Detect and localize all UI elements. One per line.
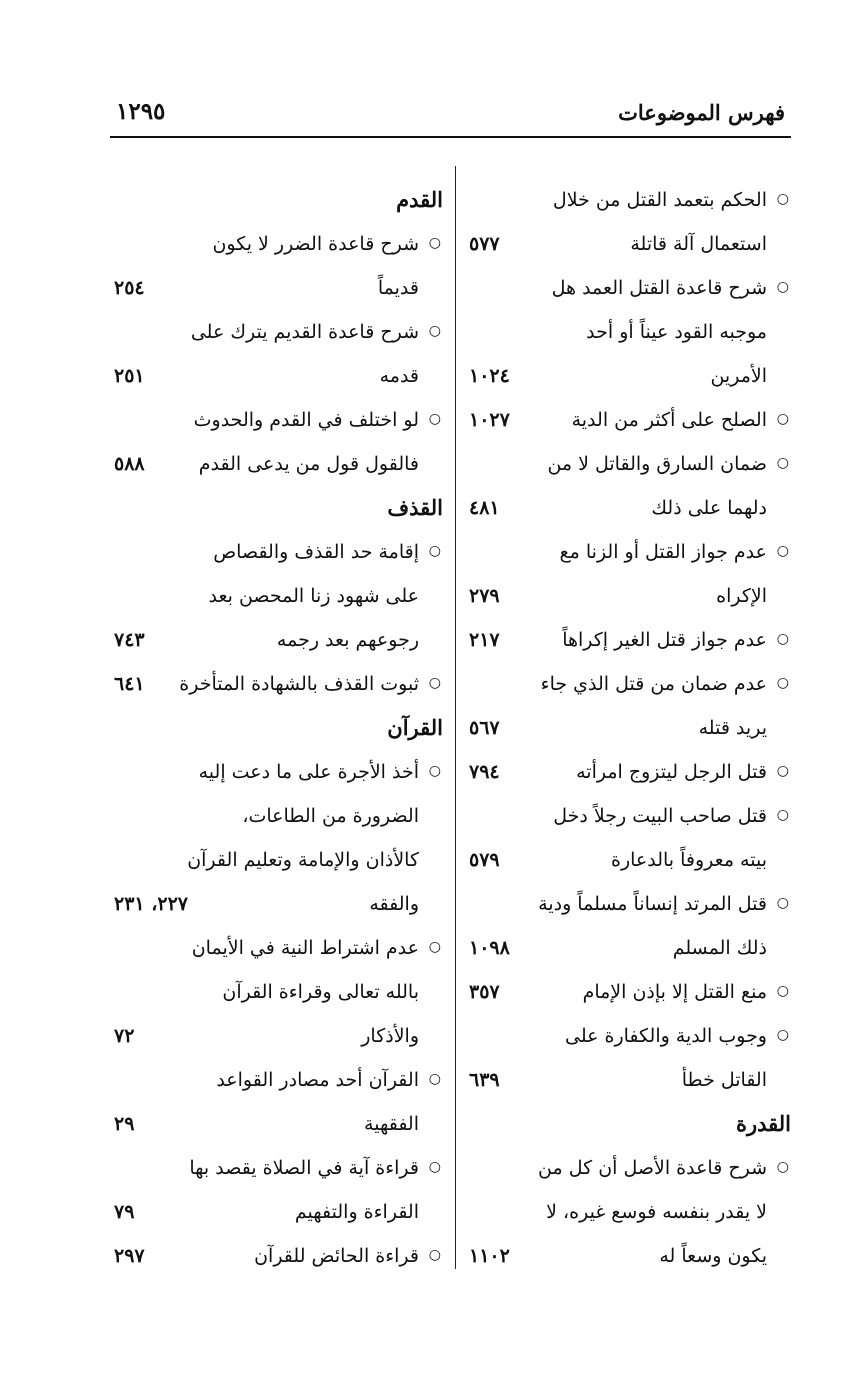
circle-bullet-icon: ○ xyxy=(428,1071,441,1087)
entry-text: منع القتل إلا بإذن الإمام xyxy=(582,981,767,1003)
circle-bullet-icon: ○ xyxy=(776,675,789,691)
entry-text: الأمرين xyxy=(710,365,767,387)
page-reference: ٥٨٨ xyxy=(114,453,145,475)
index-entry xyxy=(110,1058,445,1146)
entry-line xyxy=(465,794,793,838)
index-entry xyxy=(465,750,793,794)
entry-line xyxy=(110,222,445,266)
entry-line xyxy=(110,266,445,310)
entry-text: الصلح على أكثر من الدية xyxy=(571,409,767,431)
circle-bullet-icon: ○ xyxy=(428,939,441,955)
circle-bullet-icon: ○ xyxy=(776,191,789,207)
page-reference: ٧٢ xyxy=(114,1025,135,1047)
page-reference: ٢٥١ xyxy=(114,365,145,387)
entry-line xyxy=(110,838,445,882)
index-entry xyxy=(465,1014,793,1102)
index-entry xyxy=(110,310,445,398)
index-entry xyxy=(465,398,793,442)
page-number: ١٢٩٥ xyxy=(116,98,166,125)
page-reference: ٧٩ xyxy=(114,1201,135,1223)
page-reference: ٢٩ xyxy=(114,1113,135,1135)
entry-text: دلهما على ذلك xyxy=(651,497,767,519)
entry-text: على شهود زنا المحصن بعد xyxy=(208,585,419,607)
entry-line xyxy=(465,1234,793,1278)
circle-bullet-icon: ○ xyxy=(776,807,789,823)
circle-bullet-icon: ○ xyxy=(776,455,789,471)
entry-text: لو اختلف في القدم والحدوث xyxy=(193,409,419,431)
section-heading: القدرة xyxy=(735,1111,791,1136)
index-entry xyxy=(110,1146,445,1234)
circle-bullet-icon: ○ xyxy=(428,1247,441,1263)
circle-bullet-icon: ○ xyxy=(776,631,789,647)
entry-text: والفقه xyxy=(369,893,419,915)
entry-text: ثبوت القذف بالشهادة المتأخرة xyxy=(179,673,419,695)
entry-text: موجبه القود عيناً أو أحد xyxy=(586,321,767,343)
circle-bullet-icon: ○ xyxy=(428,411,441,427)
entry-line xyxy=(465,882,793,926)
entry-line xyxy=(465,354,793,398)
entry-text: شرح قاعدة الضرر لا يكون xyxy=(212,233,419,255)
page-reference: ٣٥٧ xyxy=(469,981,500,1003)
entry-text: شرح قاعدة القتل العمد هل xyxy=(551,277,767,299)
circle-bullet-icon: ○ xyxy=(428,235,441,251)
page-reference: ٥٧٧ xyxy=(469,233,500,255)
entry-text: فالقول قول من يدعى القدم xyxy=(198,453,419,475)
entry-text: القاتل خطأ xyxy=(681,1069,767,1091)
entry-text: الإكراه xyxy=(716,585,767,607)
page-reference: ٤٨١ xyxy=(469,497,500,519)
index-entry xyxy=(110,530,445,662)
page-reference: ٥٦٧ xyxy=(469,717,500,739)
entry-text: وجوب الدية والكفارة على xyxy=(565,1025,767,1047)
circle-bullet-icon: ○ xyxy=(776,411,789,427)
page-reference: ١٠٢٧ xyxy=(469,409,510,431)
entry-line xyxy=(465,970,793,1014)
section-heading: القرآن xyxy=(387,715,443,740)
entry-line xyxy=(110,618,445,662)
entry-line xyxy=(110,1014,445,1058)
entry-line xyxy=(465,618,793,662)
entry-line xyxy=(465,310,793,354)
entry-line xyxy=(465,222,793,266)
circle-bullet-icon: ○ xyxy=(428,1159,441,1175)
index-entry xyxy=(465,662,793,750)
entry-line xyxy=(465,266,793,310)
circle-bullet-icon: ○ xyxy=(428,543,441,559)
page-reference: ١١٠٢ xyxy=(469,1245,510,1267)
page-reference: ٥٧٩ xyxy=(469,849,500,871)
entry-text: لا يقدر بنفسه فوسع غيره، لا xyxy=(546,1201,767,1223)
entry-line xyxy=(465,398,793,442)
page-reference: ٢٩٧ xyxy=(114,1245,145,1267)
entry-line xyxy=(110,926,445,970)
entry-line xyxy=(110,1058,445,1102)
index-column-left xyxy=(110,178,445,1278)
entry-text: يكون وسعاً له xyxy=(659,1245,767,1267)
entry-text: الضرورة من الطاعات، xyxy=(242,805,419,827)
entry-line xyxy=(465,1058,793,1102)
entry-line xyxy=(465,838,793,882)
entry-line xyxy=(465,442,793,486)
page-reference: ١٠٢٤ xyxy=(469,365,510,387)
entry-line xyxy=(110,750,445,794)
entry-text: استعمال آلة قاتلة xyxy=(630,233,767,255)
entry-line xyxy=(465,1190,793,1234)
entry-line xyxy=(110,530,445,574)
entry-line xyxy=(110,1146,445,1190)
entry-text: كالأذان والإمامة وتعليم القرآن xyxy=(187,849,419,871)
entry-text: والأذكار xyxy=(361,1025,419,1047)
entry-line xyxy=(110,794,445,838)
index-entry xyxy=(110,222,445,310)
entry-line xyxy=(465,706,793,750)
entry-line xyxy=(465,574,793,618)
entry-line xyxy=(110,1234,445,1278)
page-reference: ٦٣٩ xyxy=(469,1069,500,1091)
circle-bullet-icon: ○ xyxy=(776,983,789,999)
entry-text: يريد قتله xyxy=(698,717,767,739)
page-reference: ٢٥٤ xyxy=(114,277,145,299)
entry-text: عدم جواز القتل أو الزنا مع xyxy=(559,541,767,563)
entry-text: قدمه xyxy=(379,365,419,387)
index-entry xyxy=(465,178,793,266)
entry-line xyxy=(465,178,793,222)
entry-text: عدم اشتراط النية في الأيمان xyxy=(191,937,419,959)
index-entry xyxy=(465,1146,793,1278)
circle-bullet-icon: ○ xyxy=(776,895,789,911)
entry-text: الحكم بتعمد القتل من خلال xyxy=(552,189,767,211)
entry-line xyxy=(465,530,793,574)
entry-line xyxy=(110,398,445,442)
entry-text: ذلك المسلم xyxy=(672,937,767,959)
entry-text: قراءة الحائض للقرآن xyxy=(254,1245,419,1267)
entry-text: بيته معروفاً بالدعارة xyxy=(611,849,767,871)
column-divider xyxy=(455,166,456,1269)
index-entry xyxy=(465,530,793,618)
entry-text: قديماً xyxy=(377,277,419,299)
entry-line xyxy=(110,882,445,926)
circle-bullet-icon: ○ xyxy=(428,763,441,779)
circle-bullet-icon: ○ xyxy=(428,675,441,691)
entry-line xyxy=(110,310,445,354)
entry-line xyxy=(465,662,793,706)
entry-text: قراءة آية في الصلاة يقصد بها xyxy=(189,1157,419,1179)
index-entry xyxy=(465,618,793,662)
entry-text: رجوعهم بعد رجمه xyxy=(276,629,419,651)
index-entry xyxy=(465,266,793,398)
index-column-right xyxy=(465,178,793,1278)
entry-line xyxy=(465,750,793,794)
page-reference: ١٠٩٨ xyxy=(469,937,510,959)
entry-text: ضمان السارق والقاتل لا من xyxy=(547,453,767,475)
circle-bullet-icon: ○ xyxy=(776,543,789,559)
entry-text: بالله تعالى وقراءة القرآن xyxy=(222,981,419,1003)
entry-line xyxy=(465,486,793,530)
page-reference: ٢٢٧، ٢٣١ xyxy=(114,893,188,915)
page-reference: ٢٧٩ xyxy=(469,585,500,607)
index-entry xyxy=(110,926,445,1058)
entry-text: القرآن أحد مصادر القواعد xyxy=(216,1069,419,1091)
index-entry xyxy=(465,442,793,530)
entry-text: شرح قاعدة الأصل أن كل من xyxy=(538,1157,767,1179)
index-entry xyxy=(465,794,793,882)
page-header xyxy=(110,96,791,138)
entry-text: عدم ضمان من قتل الذي جاء xyxy=(540,673,767,695)
entry-text: القراءة والتفهيم xyxy=(294,1201,419,1223)
section-heading: القدم xyxy=(396,187,443,212)
entry-text: قتل صاحب البيت رجلاً دخل xyxy=(553,805,767,827)
entry-line xyxy=(110,1190,445,1234)
index-entry xyxy=(465,882,793,970)
entry-line xyxy=(465,926,793,970)
entry-line xyxy=(110,970,445,1014)
index-entry xyxy=(110,398,445,486)
entry-text: قتل الرجل ليتزوج امرأته xyxy=(576,761,767,783)
circle-bullet-icon: ○ xyxy=(776,1027,789,1043)
entry-line xyxy=(110,574,445,618)
entry-text: عدم جواز قتل الغير إكراهاً xyxy=(562,629,767,651)
entry-line xyxy=(465,1014,793,1058)
entry-text: إقامة حد القذف والقصاص xyxy=(213,541,419,563)
circle-bullet-icon: ○ xyxy=(428,323,441,339)
running-title: فهرس الموضوعات xyxy=(618,100,785,125)
index-entry xyxy=(465,970,793,1014)
index-entry xyxy=(110,750,445,926)
page-reference: ٧٤٣ xyxy=(114,629,145,651)
page-reference: ٧٩٤ xyxy=(469,761,500,783)
entry-line xyxy=(465,1146,793,1190)
index-entry xyxy=(110,1234,445,1278)
entry-line xyxy=(110,442,445,486)
entry-line xyxy=(110,1102,445,1146)
circle-bullet-icon: ○ xyxy=(776,279,789,295)
entry-text: قتل المرتد إنساناً مسلماً ودية xyxy=(538,893,767,915)
index-entry xyxy=(110,662,445,706)
entry-line xyxy=(110,354,445,398)
circle-bullet-icon: ○ xyxy=(776,763,789,779)
entry-text: أخذ الأجرة على ما دعت إليه xyxy=(198,761,419,783)
section-heading: القذف xyxy=(387,495,443,520)
entry-line xyxy=(110,662,445,706)
page-reference: ٢١٧ xyxy=(469,629,500,651)
circle-bullet-icon: ○ xyxy=(776,1159,789,1175)
page-reference: ٦٤١ xyxy=(114,673,145,695)
entry-text: شرح قاعدة القديم يترك على xyxy=(190,321,419,343)
entry-text: الفقهية xyxy=(364,1113,419,1135)
